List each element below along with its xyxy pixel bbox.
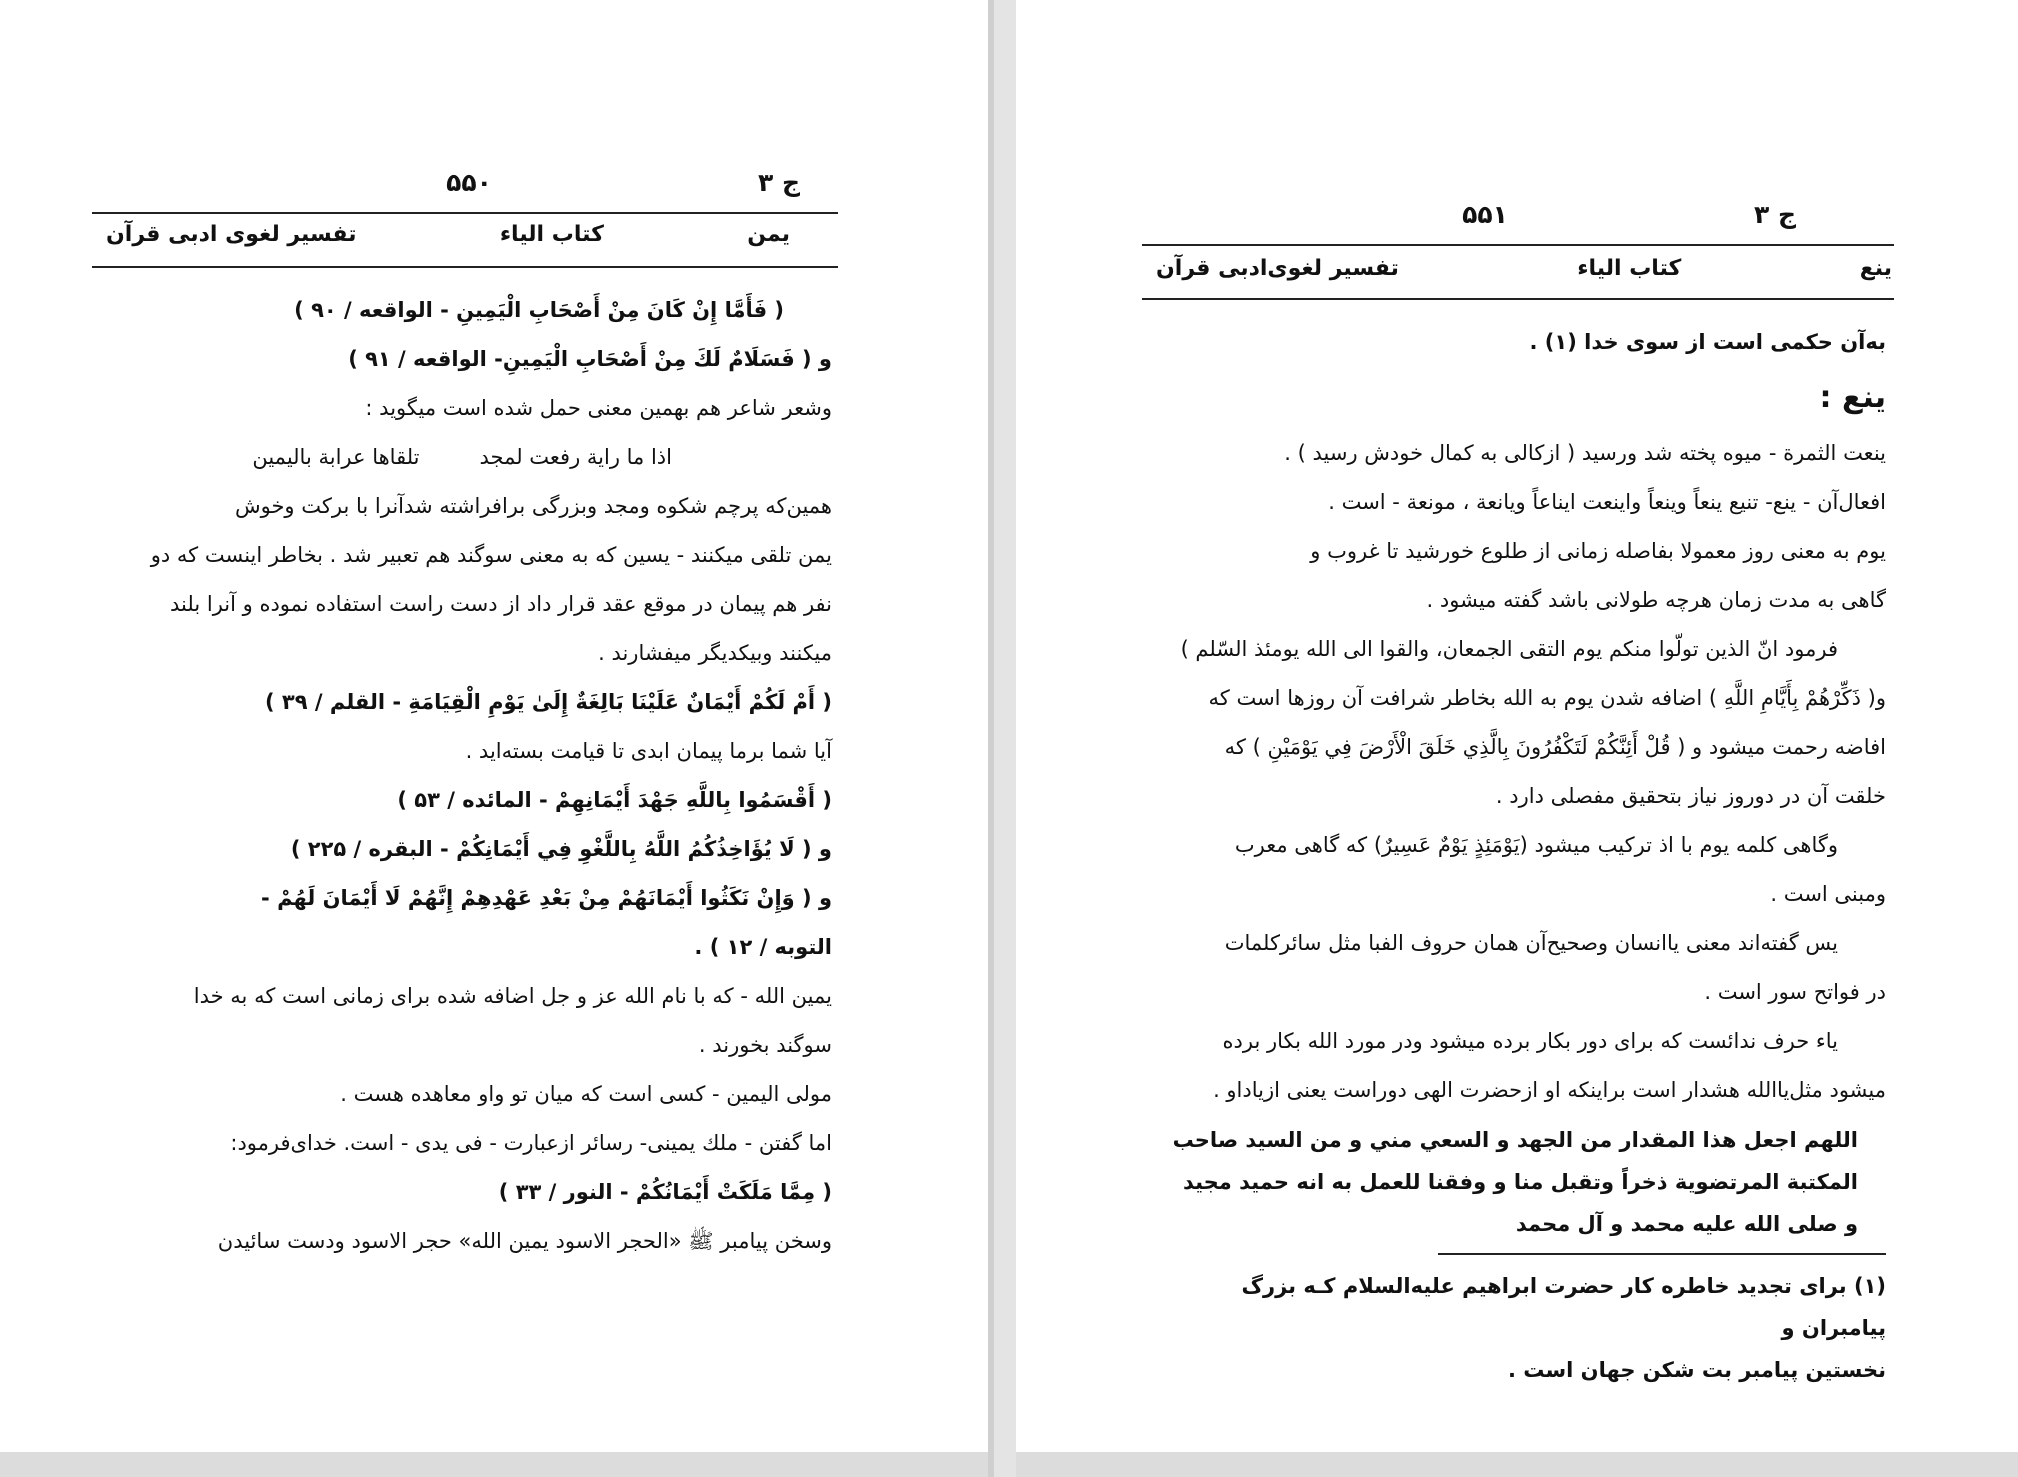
left-juz-label: ج ۳ xyxy=(758,168,800,197)
right-line-11: یس گفته‌اند معنی یاانسان وصحیح‌آن همان حروف الفبا مثل سائرکلمات xyxy=(1224,931,1838,955)
right-line-8: خلقت آن در دوروز نیاز بتحقیق مفصلی دارد . xyxy=(1495,784,1886,808)
left-line-9: آیا شما برما پیمان ابدی تا قیامت بسته‌اید . xyxy=(465,739,832,763)
right-line-10: ومبنی است . xyxy=(1770,882,1886,906)
right-line-7: افاضه رحمت میشود و ( قُلْ أَئِنَّكُمْ لَتَكْفُرُونَ بِالَّذِي خَلَقَ الْأَرْضَ فِي يَوْمَيْنِ ) که xyxy=(1224,735,1886,759)
closing-prayer xyxy=(1164,1119,1886,1245)
right-line-2: افعال‌آن - ینع- تنیع ینعاً وینعاً واینعت ایناعاً ویانعة ، مونعة - است . xyxy=(1328,490,1886,514)
left-line-3: وشعر شاعر هم بهمین معنی حمل شده است میگوید : xyxy=(365,396,832,420)
left-line-18: ( مِمَّا مَلَكَتْ أَيْمَانُكُمْ - النور / ۳۳ ) xyxy=(498,1180,832,1204)
left-line-16: مولی الیمین - کسی است که میان تو واو معاهده هست . xyxy=(340,1082,832,1106)
right-line-1: ینعت الثمرة - میوه پخته شد ورسید ( ازکالی به کمال خودش رسید ) . xyxy=(1284,441,1886,465)
left-header-top-rule xyxy=(92,212,838,214)
left-line-5: یمن تلقی میکنند - یسین که به معنی سوگند هم تعبیر شد . بخاطر اینست که دو xyxy=(150,543,832,567)
right-line-13: یاء حرف ندائست که برای دور بکار برده میشود ودر مورد الله بکار برده xyxy=(1222,1029,1838,1053)
right-line-12: در فواتح سور است . xyxy=(1704,980,1886,1004)
left-page-number: ۵۵۰ xyxy=(446,168,492,197)
closing-prayer-line-1: اللهم اجعل هذا المقدار من الجهد و السعي مني و من السيد صاحب xyxy=(1172,1128,1858,1152)
left-line-11: و ( لَا يُؤَاخِذُكُمُ اللَّهُ بِاللَّغْوِ فِي أَيْمَانِكُمْ - البقره / ۲۲۵ ) xyxy=(290,837,832,861)
right-intro-line: به‌آن حکمی است از سوی خدا (۱) . xyxy=(1529,330,1886,354)
right-header-entry: ینع xyxy=(1859,256,1892,281)
right-body-text xyxy=(1164,318,1886,1391)
left-header-book: تفسیر لغوی ادبی قرآن xyxy=(106,222,357,247)
left-line-19: وسخن پیامبر ﷺ «الحجر الاسود یمین الله» حجر الاسود ودست سائیدن xyxy=(217,1229,832,1253)
left-page xyxy=(0,0,988,1452)
poem-hemistich-2: تلقاها عرابة باليمين xyxy=(252,445,420,469)
left-body-text xyxy=(100,286,832,1266)
left-running-header xyxy=(106,222,790,247)
left-line-14: یمین الله - که با نام الله عز و جل اضافه شده برای زمانی است که به خدا xyxy=(193,984,832,1008)
right-header-book: تفسیر لغوی‌ادبی قرآن xyxy=(1156,256,1399,281)
right-juz-label: ج ۳ xyxy=(1754,200,1796,229)
left-line-8: ( أَمْ لَكُمْ أَيْمَانٌ عَلَيْنَا بَالِغَةٌ إِلَىٰ يَوْمِ الْقِيَامَةِ - القلم / ۳۹ ) xyxy=(265,690,832,714)
left-line-10: ( أَقْسَمُوا بِاللَّهِ جَهْدَ أَيْمَانِهِمْ - المائده / ۵۳ ) xyxy=(397,788,832,812)
right-page-number: ۵۵۱ xyxy=(1462,200,1508,229)
left-line-7: میکنند وبیکدیگر میفشارند . xyxy=(598,641,832,665)
closing-prayer-line-3: و صلى الله عليه محمد و آل محمد xyxy=(1515,1212,1858,1236)
left-header-entry: یمن xyxy=(747,222,790,247)
right-line-9: وگاهی کلمه یوم با اذ ترکیب میشود (يَوْمَئِذٍ يَوْمٌ عَسِيرٌ) که گاهی معرب xyxy=(1234,833,1838,857)
page-gutter-shadow xyxy=(988,0,994,1477)
right-line-4: گاهی به مدت زمان هرچه طولانی باشد گفته میشود . xyxy=(1426,588,1886,612)
footnote-line-2: نخستین پیامبر بت شکن جهان است . xyxy=(1507,1358,1886,1382)
right-page xyxy=(1016,0,2018,1452)
left-line-15: سوگند بخورند . xyxy=(698,1033,832,1057)
right-running-header xyxy=(1156,256,1892,281)
left-line-4: همین‌که پرچم شکوه ومجد وبزرگی برافراشته شدآنرا با برکت وخوش xyxy=(234,494,832,518)
footnote-rule xyxy=(1438,1253,1886,1255)
right-line-6: و( ذَكِّرْهُمْ بِأَيَّامِ اللَّهِ ) اضافه شدن یوم به الله بخاطر شرافت آن روزها است که xyxy=(1208,686,1886,710)
closing-prayer-line-2: المكتبة المرتضوية ذخراً وتقبل منا و وفقنا للعمل به انه حميد مجيد xyxy=(1182,1170,1858,1194)
right-line-3: یوم به معنی روز معمولا بفاصله زمانی از طلوع خورشید تا غروب و xyxy=(1310,539,1886,563)
right-header-top-rule xyxy=(1142,244,1894,246)
poem-verse xyxy=(100,433,832,482)
left-line-1: ( فَأَمَّا إِنْ كَانَ مِنْ أَصْحَابِ الْيَمِينِ - الواقعه / ۹۰ ) xyxy=(294,298,784,322)
right-line-14: میشود مثل‌یاالله هشدار است براینکه او ازحضرت الهی دوراست یعنی ازیاداو . xyxy=(1213,1078,1886,1102)
left-page-topline xyxy=(140,168,800,197)
left-line-17: اما گفتن - ملك یمینی- رسائر ازعبارت - فی یدی - است. خدای‌فرمود: xyxy=(230,1131,832,1155)
right-page-topline xyxy=(1196,200,1796,229)
left-line-6: نفر هم پیمان در موقع عقد قرار داد از دست راست استفاده نموده و آنرا بلند xyxy=(170,592,832,616)
footnote-line-1: (۱) برای تجدید خاطره کار حضرت ابراهیم علیه‌السلام کـه بزرگ پیامبران و xyxy=(1241,1274,1886,1340)
left-header-bottom-rule xyxy=(92,266,838,268)
right-header-section: کتاب الیاء xyxy=(1577,256,1682,281)
left-line-13: التوبه / ۱۲ ) . xyxy=(694,935,832,959)
footnote xyxy=(1164,1265,1886,1391)
right-header-bottom-rule xyxy=(1142,298,1894,300)
left-line-2: و ( فَسَلَامٌ لَكَ مِنْ أَصْحَابِ الْيَمِينِ- الواقعه / ۹۱ ) xyxy=(348,347,832,371)
left-header-section: کتاب الیاء xyxy=(499,222,604,247)
poem-hemistich-1: اذا ما راية رفعت لمجد xyxy=(479,445,672,469)
section-heading: ینع : xyxy=(1819,380,1886,415)
left-line-12: و ( وَإِنْ نَكَثُوا أَيْمَانَهُمْ مِنْ بَعْدِ عَهْدِهِمْ إِنَّهُمْ لَا أَيْمَانَ لَهُمْ - xyxy=(261,886,832,910)
right-line-5: فرمود انّ الذین تولّوا منکم یوم التقی الجمعان، والقوا الی الله یومئذ السّلم ) xyxy=(1180,637,1838,661)
